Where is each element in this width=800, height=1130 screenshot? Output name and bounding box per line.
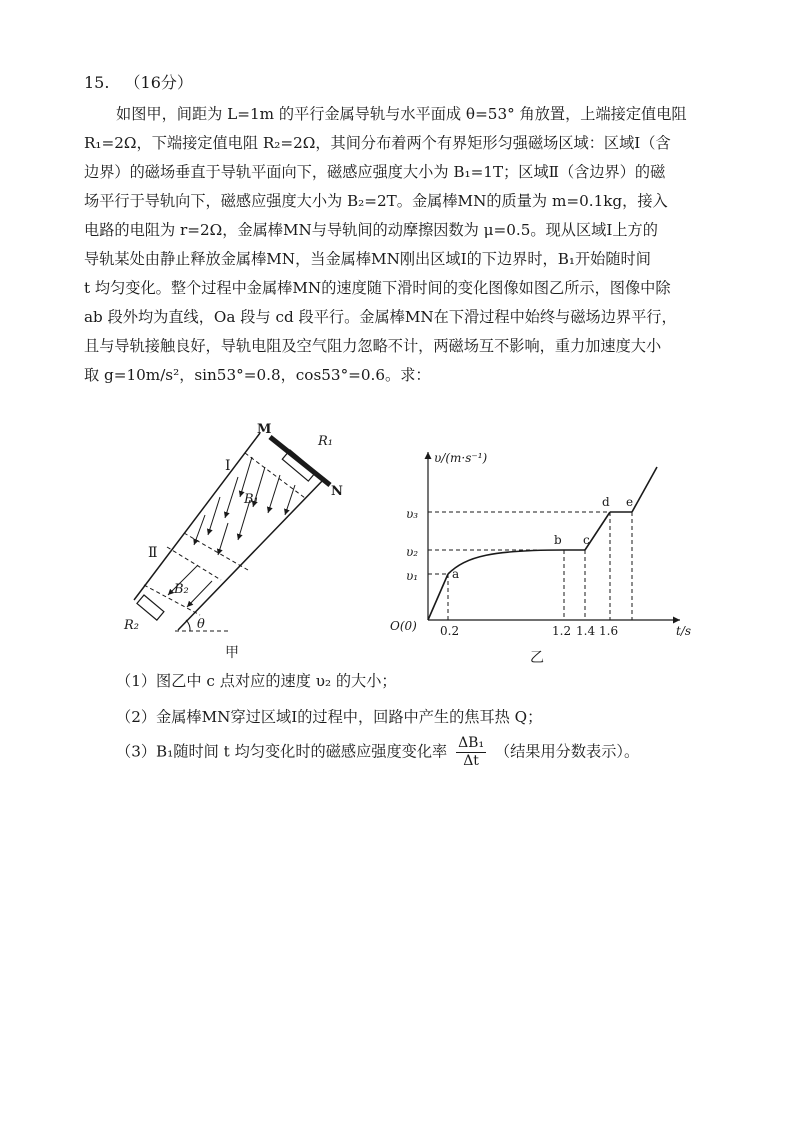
- resistor-r1: [282, 450, 316, 481]
- origin-label: O(0): [390, 619, 417, 633]
- label-n: N: [331, 484, 343, 499]
- caption-jia: 甲: [225, 645, 239, 661]
- y-tick-label: υ₁: [406, 569, 419, 583]
- label-region-2: Ⅱ: [148, 545, 158, 561]
- resistor-r2: [137, 595, 164, 620]
- caption-yi: 乙: [530, 650, 544, 666]
- stem-line: 场平行于导轨向下，磁感应强度大小为 B₂=2T。金属棒MN的质量为 m=0.1kg，接入: [84, 192, 668, 210]
- x-tick-label: 1.6: [599, 624, 619, 638]
- figure-jia: [120, 415, 350, 665]
- x-axis-label: t/s: [676, 624, 692, 638]
- sub3-prefix: （3）B₁随时间 t 均匀变化时的磁感应强度变化率: [116, 742, 448, 761]
- stem-line: 电路的电阻为 r=2Ω，金属棒MN与导轨间的动摩擦因数为 μ=0.5。现从区域Ⅰ上方的: [84, 221, 658, 239]
- stem-line: 导轨某处由静止释放金属棒MN，当金属棒MN刚出区域Ⅰ的下边界时，B₁开始随时间: [84, 250, 651, 268]
- question-number: 15.: [84, 73, 110, 92]
- y-axis-label: υ/(m·s⁻¹): [434, 451, 488, 465]
- rate-fraction: [456, 735, 486, 770]
- label-theta: θ: [197, 617, 205, 632]
- region-1-boundary: [184, 453, 305, 570]
- label-r1: R₁: [318, 434, 333, 449]
- question-stem: [84, 100, 724, 390]
- fraction-numerator: ΔB₁: [458, 735, 485, 751]
- stem-line: 且与导轨接触良好，导轨电阻及空气阻力忽略不计，两磁场互不影响，重力加速度大小: [84, 337, 662, 355]
- figure-yi: [380, 440, 710, 670]
- label-b1: B₁: [244, 492, 259, 507]
- point-label-c: c: [583, 533, 590, 547]
- question-score: （16分）: [124, 73, 193, 92]
- point-label-e: e: [626, 495, 634, 509]
- label-r2: R₂: [124, 618, 139, 633]
- point-label-b: b: [554, 533, 562, 547]
- sub3-suffix: （结果用分数表示）。: [494, 742, 640, 761]
- segment-ab: [448, 550, 564, 574]
- question-header: [84, 70, 203, 93]
- x-tick-label: 1.4: [576, 624, 596, 638]
- stem-line: R₁=2Ω，下端接定值电阻 R₂=2Ω，其间分布着两个有界矩形匀强磁场区域：区域Ⅰ（含: [84, 134, 671, 152]
- y-tick-label: υ₂: [406, 545, 419, 559]
- x-tick-label: 1.2: [552, 624, 572, 638]
- label-b2: B₂: [174, 582, 189, 597]
- stem-line: 取 g=10m/s²，sin53°=0.8，cos53°=0.6。求：: [84, 366, 431, 384]
- segment-after-e: [632, 467, 657, 512]
- point-label-a: a: [452, 567, 460, 581]
- x-tick-label: 0.2: [440, 624, 460, 638]
- stem-line: t 均匀变化。整个过程中金属棒MN的速度随下滑时间的变化图像如图乙所示，图像中除: [84, 279, 671, 297]
- label-m: M: [257, 422, 272, 437]
- segment-oa: [428, 574, 448, 620]
- y-tick-label: υ₃: [406, 507, 419, 521]
- fraction-denominator: Δt: [463, 753, 479, 769]
- sub-question-3: [116, 735, 639, 770]
- sub-question-1: （1）图乙中 c 点对应的速度 υ₂ 的大小；: [116, 672, 397, 690]
- point-label-d: d: [602, 495, 610, 509]
- stem-line: 边界）的磁场垂直于导轨平面向下，磁感应强度大小为 B₁=1T；区域Ⅱ（含边界）的磁: [84, 163, 666, 181]
- sub-question-2: （2）金属棒MN穿过区域Ⅰ的过程中，回路中产生的焦耳热 Q；: [116, 708, 543, 726]
- label-region-1: Ⅰ: [225, 458, 231, 474]
- stem-line: 如图甲，间距为 L=1m 的平行金属导轨与水平面成 θ=53° 角放置，上端接定值电阻: [116, 105, 687, 123]
- stem-line: ab 段外均为直线，Oa 段与 cd 段平行。金属棒MN在下滑过程中始终与磁场边界平行，: [84, 308, 677, 326]
